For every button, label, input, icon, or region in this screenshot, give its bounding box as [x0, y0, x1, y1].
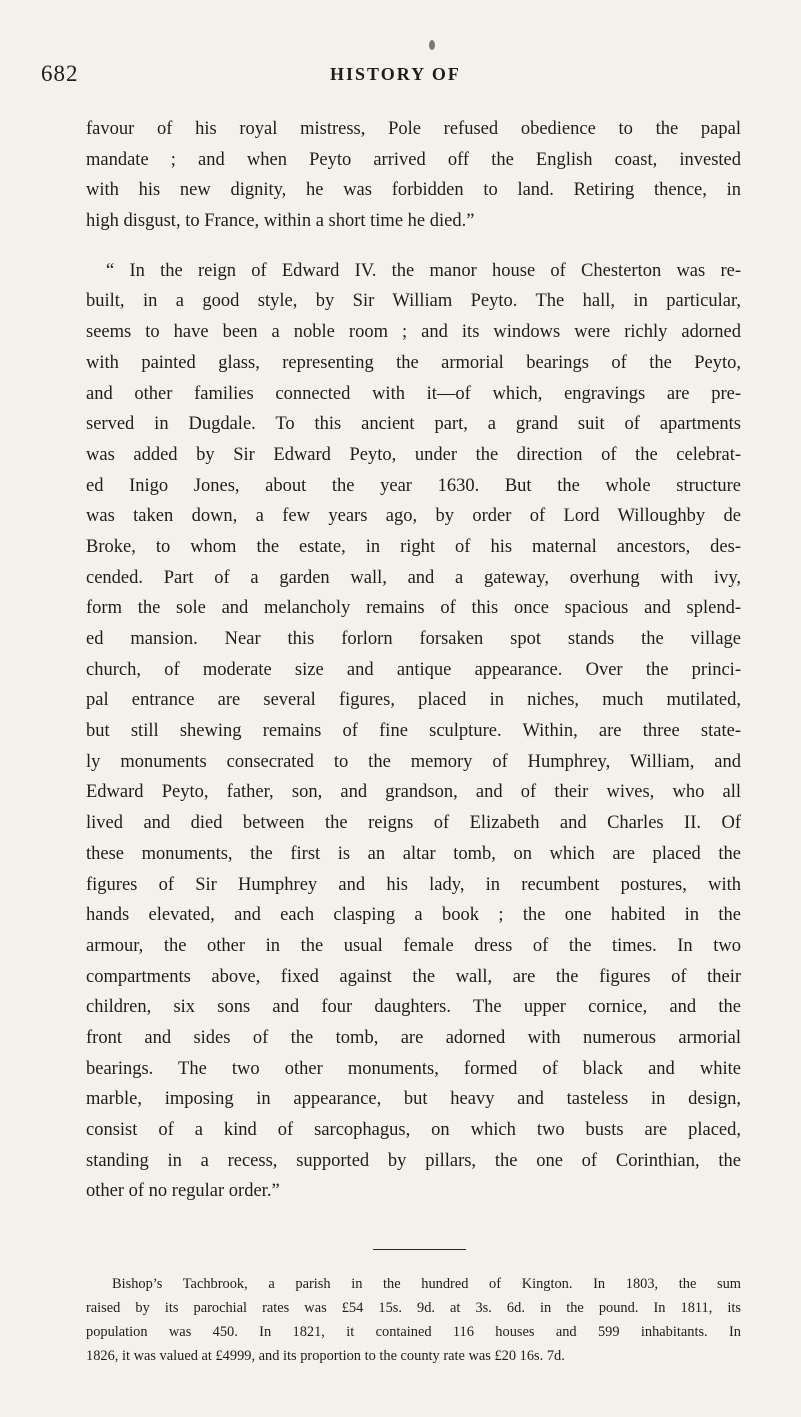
text-line: hands elevated, and each clasping a book ; the one habited in the [86, 905, 741, 926]
text-line: was taken down, a few years ago, by order of Lord Willoughby de [86, 506, 741, 527]
text-line: ed mansion. Near this forlorn forsaken spot stands the village [86, 629, 741, 649]
footnote-line: 1826, it was valued at £4999, and its proportion to the county rate was £20 16s. 7d. [86, 1348, 565, 1364]
text-line: marble, imposing in appearance, but heavy and tasteless in design, [86, 1089, 741, 1110]
text-line: with his new dignity, he was forbidden to land. Retiring thence, in [86, 180, 741, 201]
footnote-rule [373, 1249, 466, 1250]
text-line: figures of Sir Humphrey and his lady, in recumbent postures, with [86, 874, 741, 895]
text-line: standing in a recess, supported by pillars, the one of Corinthian, the [86, 1150, 741, 1171]
footnote-line: population was 450. In 1821, it contained 116 houses and 599 inhabitants. In [86, 1324, 741, 1340]
text-line: bearings. The two other monuments, formed of black and white [86, 1058, 741, 1079]
text-line: lived and died between the reigns of Elizabeth and Charles II. Of [86, 813, 741, 834]
text-line: mandate ; and when Peyto arrived off the English coast, invested [86, 149, 741, 170]
paragraph-1 [86, 114, 741, 237]
text-line: served in Dugdale. To this ancient part, a grand suit of apartments [86, 414, 741, 435]
footnote-line: Bishop’s Tachbrook, a parish in the hundred of Kington. In 1803, the sum [112, 1276, 741, 1292]
text-line: compartments above, fixed against the wall, are the figures of their [86, 966, 741, 987]
text-line: Broke, to whom the estate, in right of his maternal ancestors, des- [86, 536, 741, 557]
page-number: 682 [41, 61, 79, 86]
text-line: “ In the reign of Edward IV. the manor house of Chesterton was re- [106, 260, 741, 281]
running-head: HISTORY OF [330, 64, 461, 84]
text-line: armour, the other in the usual female dress of the times. In two [86, 935, 741, 956]
text-line: form the sole and melancholy remains of this once spacious and splend- [86, 598, 741, 619]
text-line: cended. Part of a garden wall, and a gateway, overhung with ivy, [86, 567, 741, 588]
text-line: seems to have been a noble room ; and its windows were richly adorned [86, 322, 741, 343]
footnote [86, 1272, 741, 1368]
text-line: and other families connected with it—of which, engravings are pre- [86, 383, 741, 404]
paragraph-2 [86, 256, 741, 1207]
text-line: other of no regular order.” [86, 1181, 280, 1202]
text-line: but still shewing remains of fine sculpture. Within, are three state- [86, 721, 741, 742]
main-text [86, 114, 741, 1207]
text-line: pal entrance are several figures, placed in niches, much mutilated, [86, 690, 741, 711]
text-line: front and sides of the tomb, are adorned with numerous armorial [86, 1027, 741, 1048]
text-line: high disgust, to France, within a short time he died.” [86, 211, 475, 232]
ink-speck [429, 40, 435, 50]
text-line: consist of a kind of sarcophagus, on which two busts are placed, [86, 1120, 741, 1140]
text-line: children, six sons and four daughters. The upper cornice, and the [86, 997, 741, 1018]
text-line: Edward Peyto, father, son, and grandson, and of their wives, who all [86, 782, 741, 803]
text-line: ed Inigo Jones, about the year 1630. But the whole structure [86, 475, 741, 496]
text-line: church, of moderate size and antique appearance. Over the princi- [86, 659, 741, 680]
text-line: was added by Sir Edward Peyto, under the direction of the celebrat- [86, 444, 741, 465]
text-line: ly monuments consecrated to the memory of Humphrey, William, and [86, 751, 741, 772]
text-line: with painted glass, representing the armorial bearings of the Peyto, [86, 352, 741, 373]
footnote-line: raised by its parochial rates was £54 15s. 9d. at 3s. 6d. in the pound. In 1811, its [86, 1300, 741, 1316]
text-line: favour of his royal mistress, Pole refused obedience to the papal [86, 119, 741, 139]
text-line: built, in a good style, by Sir William Peyto. The hall, in particular, [86, 291, 741, 312]
text-line: these monuments, the first is an altar tomb, on which are placed the [86, 843, 741, 864]
